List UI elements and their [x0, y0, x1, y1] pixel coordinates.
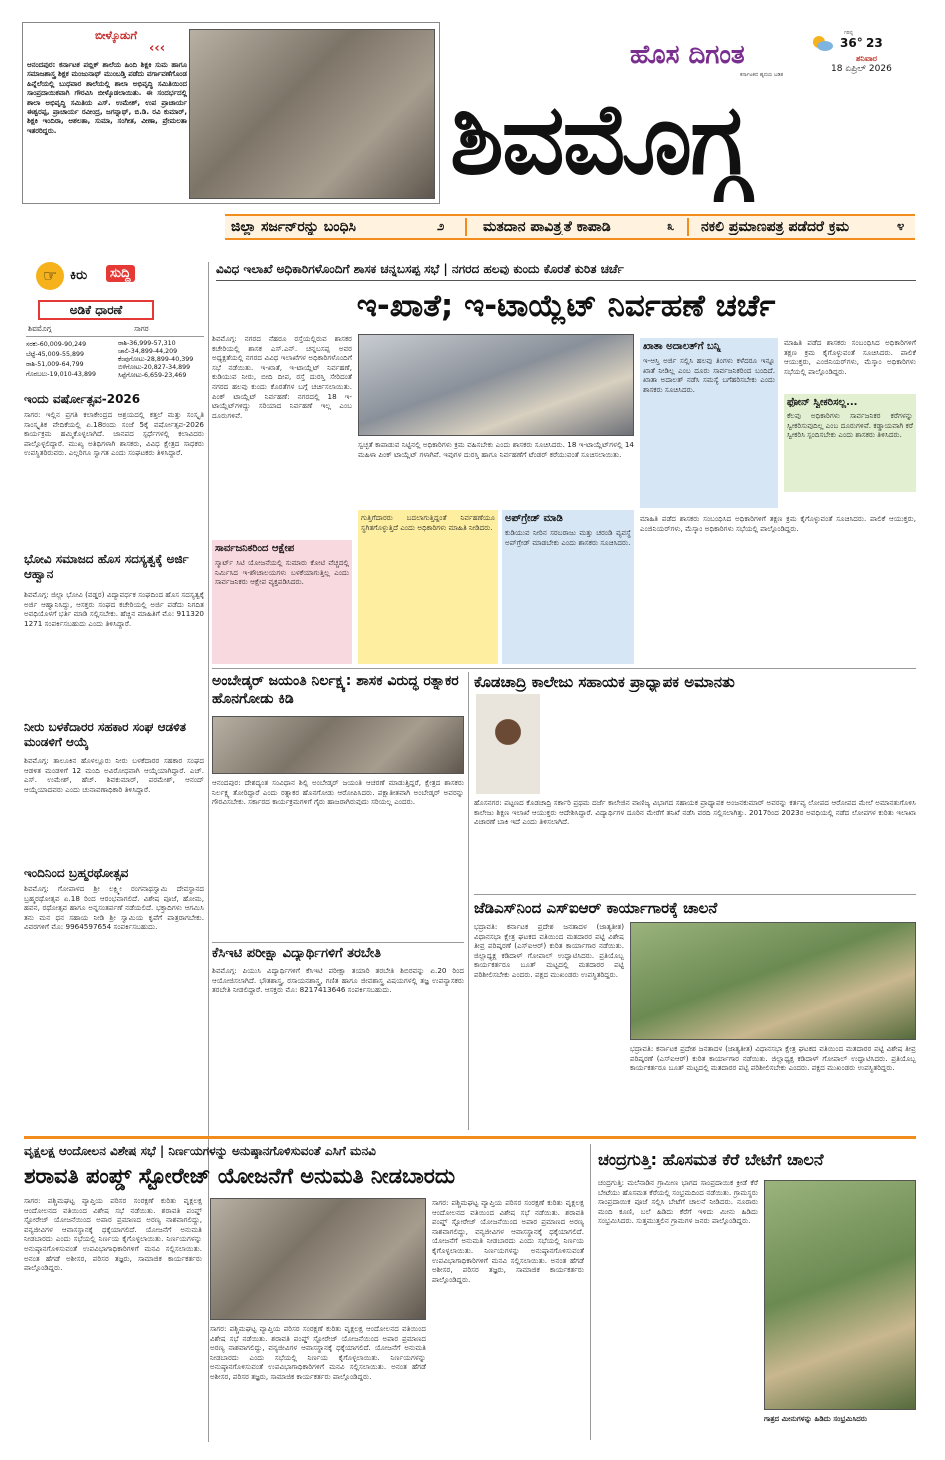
kcet-body: ಶಿವಮೊಗ್ಗ: ಪಿಯುಸಿ ವಿದ್ಯಾರ್ಥಿಗಳಿಗೆ ಕೆಸಿಇಟಿ ಪರೀಕ್ಷಾ ತಯಾರಿ ತರಬೇತಿ ಶಿಬಿರವನ್ನು ಏ.20 ರಿಂದ ಆಯೋಜಿಸಲಾಗಿದೆ. ಭೌತಶಾಸ್ತ್ರ, ರಸಾಯನಶಾಸ್ತ್ರ, ಗಣಿತ ಹಾಗೂ ಜೀವಶಾಸ್ತ್ರ ವಿಷಯಗಳಲ್ಲಿ ತಜ್ಞ ಉಪನ್ಯಾಸಕರು ತರಬೇತಿ ನೀಡಲಿದ್ದಾರೆ. ಆಸಕ್ತರು ಮೊ: 8217413646 ಸಂಪರ್ಕಿಸಬಹುದು.	[212, 966, 464, 995]
sharavathi-photo	[210, 1198, 426, 1320]
chandragutti-headline: ಚಂದ್ರಗುತ್ತಿ: ಹೊಸಮತ ಕೆರೆ ಬೇಟೆಗೆ ಚಾಲನೆ	[598, 1150, 824, 1169]
lead-headline: ಇ-ಖಾತೆ; ಇ-ಟಾಯ್ಲೆಟ್ ನಿರ್ವಹಣೆ ಚರ್ಚೆ	[356, 288, 776, 324]
index-page-3: ೪	[897, 219, 905, 234]
suddi-label: ಸುದ್ದಿ	[106, 265, 135, 282]
divider-orange	[24, 1136, 916, 1139]
kodachadri-photo	[476, 694, 540, 794]
left-story-4-body: ಶಿವಮೊಗ್ಗ: ಗೋಪಾಳದ ಶ್ರೀ ಲಕ್ಷ್ಮೀ ರಂಗನಾಥಸ್ವಾಮಿ ದೇವಸ್ಥಾನದ ಬ್ರಹ್ಮರಥೋತ್ಸವ ಏ.18 ರಿಂದ ಆರಂಭವಾಗಲಿದೆ. ವಿಶೇಷ ಪೂಜೆ, ಹೋಮ, ಹವನ, ರಥೋತ್ಸವ ಹಾಗೂ ಅನ್ನಸಂತರ್ಪಣೆ ನಡೆಯಲಿದೆ. ಭಕ್ತಾದಿಗಳು ಆಗಮಿಸಿ ತನು ಮನ ಧನ ಸಹಾಯ ನೀಡಿ ಶ್ರೀ ಸ್ವಾಮಿಯ ಕೃಪೆಗೆ ಪಾತ್ರರಾಗಬೇಕು. ವಿವರಗಳಿಗೆ ಮೊ: 9964597654 ಸಂಪರ್ಕಿಸಬಹುದು.	[24, 884, 204, 932]
index-item-2[interactable]: ಮತದಾನ ಪಾವಿತ್ರ್ಯತೆ ಕಾಪಾಡಿ	[483, 219, 611, 235]
index-item-1[interactable]: ಜಿಲ್ಲಾ ಸರ್ಜನ್‌ರನ್ನು ಬಂಧಿಸಿ	[231, 219, 356, 235]
index-page-2: ೩	[667, 219, 675, 234]
chandragutti-caption: ಗಾತ್ರದ ಮೀನುಗಳನ್ನು ಹಿಡಿದು ಸಂಭ್ರಮಿಸಿದರು	[764, 1414, 867, 1423]
pink-box-head: ಸಾರ್ವಜನಿಕರಿಂದ ಆಕ್ಷೇಪ	[215, 543, 295, 554]
ambedkar-body: ಆನಂದಪುರ: ದೇಶದ್ಯಂತ ಸಂವಿಧಾನ ಶಿಲ್ಪಿ ಅಂಬೇಡ್ಕರ್ ಜಯಂತಿ ಆಚರಣೆ ಮಾಡುತ್ತಿದ್ದರೆ, ಕ್ಷೇತ್ರದ ಶಾಸಕರು ನಿರ್ಲಕ್ಷ್ಯ ತೋರಿದ್ದಾರೆ ಎಂದು ರತ್ನಾಕರ ಹೊನಗೋಡು ಆರೋಪಿಸಿದರು. ಪಕ್ಷಾತೀತವಾಗಿ ಅಂಬೇಡ್ಕರ್ ಅವರನ್ನು ಗೌರವಿಸಬೇಕು. ಸರ್ಕಾರದ ಕಾರ್ಯಕ್ರಮಗಳಿಗೆ ಗೈರು ಹಾಜರಾಗಿರುವುದು ಸರಿಯಲ್ಲ ಎಂದರು.	[212, 778, 464, 807]
weather-icon	[810, 34, 834, 52]
pink-box-body: ಸ್ಮಾರ್ಟ್ ಸಿಟಿ ಯೋಜನೆಯಲ್ಲಿ ಸುಮಾರು ಕೋಟಿ ವೆಚ್ಚದಲ್ಲಿ ನಿರ್ಮಿಸಿದ ಇ-ಶೌಚಾಲಯಗಳು ಬಳಕೆಯಾಗುತ್ತಿಲ್ಲ ಎಂದು ಸಾರ್ವಜನಿಕರು ಆಕ್ಷೇಪ ವ್ಯಕ್ತಪಡಿಸಿದರು.	[215, 558, 349, 587]
sharavathi-body: ಸಾಗರ: ಪಶ್ಚಿಮಘಟ್ಟ ವ್ಯಾಪ್ತಿಯ ಪರಿಸರ ಸಂರಕ್ಷಣೆ ಕುರಿತು ವೃಕ್ಷಲಕ್ಷ ಆಂದೋಲನದ ವತಿಯಿಂದ ವಿಶೇಷ ಸಭೆ ನಡೆಯಿತು. ಶರಾವತಿ ಪಂಪ್ಡ್ ಸ್ಟೋರೇಜ್ ಯೋಜನೆಯಿಂದ ಅಪಾರ ಪ್ರಮಾಣದ ಅರಣ್ಯ ನಾಶವಾಗಲಿದ್ದು, ವನ್ಯಜೀವಿಗಳ ಆವಾಸಸ್ಥಾನಕ್ಕೆ ಧಕ್ಕೆಯಾಗಲಿದೆ. ಯೋಜನೆಗೆ ಅನುಮತಿ ನೀಡಬಾರದು ಎಂದು ಸಭೆಯಲ್ಲಿ ನಿರ್ಣಯ ಕೈಗೊಳ್ಳಲಾಯಿತು. ನಿರ್ಣಯಗಳನ್ನು ಅನುಷ್ಠಾನಗೊಳಿಸುವಂತೆ ಉಪವಿಭಾಗಾಧಿಕಾರಿಗಳಿಗೆ ಮನವಿ ಸಲ್ಲಿಸಲಾಯಿತು. ಅನಂತ ಹೆಗಡೆ ಅಶೀಸರ, ಪರಿಸರ ತಜ್ಞರು, ಸಾಮಾಜಿಕ ಕಾರ್ಯಕರ್ತರು ಪಾಲ್ಗೊಂಡಿದ್ದರು.	[24, 1196, 202, 1273]
kicker-arrows: ‹‹‹	[149, 41, 166, 56]
top-story-body: ಆನಂದಪುರ: ಕರ್ನಾಟಕ ಪಬ್ಲಿಕ್ ಶಾಲೆಯ ಹಿಂದಿ ಶಿಕ್ಷಕಿ ಸುಮ ಹಾಗೂ ಸಮಾಜಶಾಸ್ತ್ರ ಶಿಕ್ಷಕ ಮಂಜುನಾಥ್ ಮುಂಬಡ್ತಿ ಪಡೆದು ವರ್ಗಾವಣೆಗೊಂಡ ಹಿನ್ನೆಲೆಯಲ್ಲಿ ಬುಧವಾರ ಶಾಲೆಯಲ್ಲಿ ಶಾಲಾ ಅಭಿವೃದ್ಧಿ ಸಮಿತಿಯಿಂದ ಸಾಂಪ್ರದಾಯಿಕವಾಗಿ ಗೌರವಿಸಿ ಬೀಳ್ಕೊಡಲಾಯಿತು. ಈ ಸಂದರ್ಭದಲ್ಲಿ ಶಾಲಾ ಅಭಿವೃದ್ಧಿ ಸಮಿತಿಯ ಎಸ್. ಉಮೇಶ್, ಉಪ ಪ್ರಾಚಾರ್ಯ ಈಶ್ವರಪ್ಪ, ಪ್ರಾಚಾರ್ಯ ರವೀಂದ್ರ, ಜಗನ್ನಾಥ್, ಬಿ.ಡಿ. ರವಿ ಕುಮಾರ್, ಶಿಕ್ಷಕಿ ಇಂದಿರಾ, ಆಶಲತಾ, ಸುಮಾ, ಸಂಗೀತ, ವೀಣಾ, ಪ್ರೇಮಲತಾ ಇತರರಿದ್ದರು.	[27, 61, 187, 135]
upgrade-box	[502, 510, 634, 664]
jds-photo	[630, 922, 916, 1040]
kodachadri-headline: ಕೊಡಚಾದ್ರಿ ಕಾಲೇಜು ಸಹಾಯಕ ಪ್ರಾಧ್ಯಾಪಕ ಅಮಾನತು	[474, 673, 735, 691]
kcet-headline: ಕೆಸಿಇಟಿ ಪರೀಕ್ಷಾ ವಿದ್ಯಾರ್ಥಿಗಳಿಗೆ ತರಬೇತಿ	[212, 946, 381, 961]
market-row: ಕೆಂಪುಗೋಟು-28,899-40,399	[118, 356, 194, 363]
left-story-1-body: ಸಾಗರ: ಇಲ್ಲಿನ ಪ್ರಗತಿ ಕಲಾಕೇಂದ್ರದ ಆಶ್ರಯದಲ್ಲಿ ಕತ್ತಲೆ ಮತ್ತು ಸಂಸ್ಕೃತಿ ಸಾಂಸ್ಕೃತಿಕ ವೇದಿಕೆಯಲ್ಲಿ ಏ.18ರಂದು ಸಂಜೆ 5ಕ್ಕೆ ವರ್ಷೋತ್ಸವ-2026 ಕಾರ್ಯಕ್ರಮ ಹಮ್ಮಿಕೊಳ್ಳಲಾಗಿದೆ. ಜಾನಪದ ಸ್ಪರ್ಧೆಗಳಲ್ಲಿ ಕಲಾವಿದರು ಪಾಲ್ಗೊಳ್ಳಲಿದ್ದಾರೆ. ಮುಖ್ಯ ಅತಿಥಿಗಳಾಗಿ ಶಾಸಕರು, ವಿವಿಧ ಕ್ಷೇತ್ರದ ಸಾಧಕರು ಉಪಸ್ಥಿತರಿರುವರು. ಎಲ್ಲರಿಗೂ ಸ್ವಾಗತ ಎಂದು ಸಂಘಟಕರು ತಿಳಿಸಿದ್ದಾರೆ.	[24, 410, 204, 458]
sharavathi-headline: ಶರಾವತಿ ಪಂಪ್ಡ್ ಸ್ಟೋರೇಜ್ ಯೋಜನೆಗೆ ಅನುಮತಿ ನೀಡಬಾರದು	[24, 1164, 456, 1188]
phone-box	[784, 394, 916, 492]
lead-body-mid: ಸ್ವಚ್ಛತೆ ಕಾಪಾಡುವ ನಿಟ್ಟಿನಲ್ಲಿ ಅಧಿಕಾರಿಗಳು ಕ್ರಮ ವಹಿಸಬೇಕು ಎಂದು ಶಾಸಕರು ಸೂಚಿಸಿದರು. 18 ಇ-ಟಾಯ್ಲೆಟ್‌ಗಳಲ್ಲಿ 14 ಮಹಿಳಾ ಪಿಂಕ್ ಟಾಯ್ಲೆಟ್ ಗಳಾಗಿವೆ. ಇವುಗಳ ದುರಸ್ತಿ ಹಾಗೂ ನಿರ್ವಹಣೆಗೆ ಟೆಂಡರ್ ಕರೆಯುವಂತೆ ಸೂಚಿಸಲಾಯಿತು.	[358, 440, 634, 459]
sharavathi-body-2: ಸಾಗರ: ಪಶ್ಚಿಮಘಟ್ಟ ವ್ಯಾಪ್ತಿಯ ಪರಿಸರ ಸಂರಕ್ಷಣೆ ಕುರಿತು ವೃಕ್ಷಲಕ್ಷ ಆಂದೋಲನದ ವತಿಯಿಂದ ವಿಶೇಷ ಸಭೆ ನಡೆಯಿತು. ಶರಾವತಿ ಪಂಪ್ಡ್ ಸ್ಟೋರೇಜ್ ಯೋಜನೆಯಿಂದ ಅಪಾರ ಪ್ರಮಾಣದ ಅರಣ್ಯ ನಾಶವಾಗಲಿದ್ದು, ವನ್ಯಜೀವಿಗಳ ಆವಾಸಸ್ಥಾನಕ್ಕೆ ಧಕ್ಕೆಯಾಗಲಿದೆ. ಯೋಜನೆಗೆ ಅನುಮತಿ ನೀಡಬಾರದು ಎಂದು ಸಭೆಯಲ್ಲಿ ನಿರ್ಣಯ ಕೈಗೊಳ್ಳಲಾಯಿತು. ನಿರ್ಣಯಗಳನ್ನು ಅನುಷ್ಠಾನಗೊಳಿಸುವಂತೆ ಉಪವಿಭಾಗಾಧಿಕಾರಿಗಳಿಗೆ ಮನವಿ ಸಲ್ಲಿಸಲಾಯಿತು. ಅನಂತ ಹೆಗಡೆ ಅಶೀಸರ, ಪರಿಸರ ತಜ್ಞರು, ಸಾಮಾಜಿಕ ಕಾರ್ಯಕರ್ತರು ಪಾಲ್ಗೊಂಡಿದ್ದರು.	[210, 1324, 426, 1381]
top-story-kicker: ಬೀಳ್ಕೊಡುಗೆ	[95, 29, 137, 42]
jds-body: ಭದ್ರಾವತಿ: ಕರ್ನಾಟಕ ಪ್ರದೇಶ ಜನತಾದಳ (ಜಾತ್ಯತೀತ) ವಿಧಾನಸಭಾ ಕ್ಷೇತ್ರ ಘಟಕದ ವತಿಯಿಂದ ಮತದಾರರ ಪಟ್ಟಿ ವಿಶೇಷ ತೀವ್ರ ಪರಿಷ್ಕರಣೆ (ಎಸ್‌ಐಆರ್) ಕುರಿತ ಕಾರ್ಯಾಗಾರ ನಡೆಯಿತು. ಜಿಲ್ಲಾಧ್ಯಕ್ಷ ಕಡಿದಾಳ್ ಗೋಪಾಲ್ ಉದ್ಘಾಟಿಸಿದರು. ಪ್ರತಿಯೊಬ್ಬ ಕಾರ್ಯಕರ್ತರೂ ಬೂತ್ ಮಟ್ಟದಲ್ಲಿ ಮತದಾರರ ಪಟ್ಟಿ ಪರಿಶೀಲಿಸಬೇಕು ಎಂದರು. ಪಕ್ಷದ ಮುಖಂಡರು ಉಪಸ್ಥಿತರಿದ್ದರು.	[474, 922, 624, 979]
chandragutti-photo	[764, 1180, 916, 1410]
top-story-photo-block	[22, 22, 440, 204]
weekday: ಶನಿವಾರ	[856, 54, 878, 63]
top-story-photo	[189, 29, 435, 199]
left-story-3-head	[24, 720, 204, 750]
kodachadri-body: ಹೊಸನಗರ: ಪಟ್ಟಣದ ಕೊಡಚಾದ್ರಿ ಸರ್ಕಾರಿ ಪ್ರಥಮ ದರ್ಜೆ ಕಾಲೇಜಿನ ವಾಣಿಜ್ಯ ವಿಭಾಗದ ಸಹಾಯಕ ಪ್ರಾಧ್ಯಾಪಕ ಅಂಜನಕುಮಾರ್ ಅವರನ್ನು ಕರ್ತವ್ಯ ಲೋಪದ ಆರೋಪದ ಮೇಲೆ ಅಮಾನತುಗೊಳಿಸಿ ಕಾಲೇಜು ಶಿಕ್ಷಣ ಇಲಾಖೆ ಆಯುಕ್ತರು ಆದೇಶಿಸಿದ್ದಾರೆ. ವಿದ್ಯಾರ್ಥಿಗಳ ದೂರಿನ ಮೇರೆಗೆ ತನಿಖೆ ನಡೆಸಿ ವರದಿ ಸಲ್ಲಿಸಲಾಗಿತ್ತು. 2017ರಿಂದ 2023ರ ಅವಧಿಯಲ್ಲಿ ನಡೆದ ಲೋಪಗಳ ಕುರಿತು ಇಲಾಖಾ ವಿಚಾರಣೆ ಬಾಕಿ ಇದೆ ಎಂದು ತಿಳಿಸಲಾಗಿದೆ.	[474, 798, 916, 827]
market-left-list	[26, 340, 96, 380]
market-row: ಸಿಪ್ಪೆಗೋಟು-6,659-23,469	[118, 372, 187, 379]
paper-logo	[630, 40, 745, 71]
yellow-box	[358, 510, 498, 664]
lead-photo	[358, 334, 634, 436]
jds-body-2: ಭದ್ರಾವತಿ: ಕರ್ನಾಟಕ ಪ್ರದೇಶ ಜನತಾದಳ (ಜಾತ್ಯತೀತ) ವಿಧಾನಸಭಾ ಕ್ಷೇತ್ರ ಘಟಕದ ವತಿಯಿಂದ ಮತದಾರರ ಪಟ್ಟಿ ವಿಶೇಷ ತೀವ್ರ ಪರಿಷ್ಕರಣೆ (ಎಸ್‌ಐಆರ್) ಕುರಿತ ಕಾರ್ಯಾಗಾರ ನಡೆಯಿತು. ಜಿಲ್ಲಾಧ್ಯಕ್ಷ ಕಡಿದಾಳ್ ಗೋಪಾಲ್ ಉದ್ಘಾಟಿಸಿದರು. ಪ್ರತಿಯೊಬ್ಬ ಕಾರ್ಯಕರ್ತರೂ ಬೂತ್ ಮಟ್ಟದಲ್ಲಿ ಮತದಾರರ ಪಟ್ಟಿ ಪರಿಶೀಲಿಸಬೇಕು ಎಂದರು. ಪಕ್ಷದ ಮುಖಂಡರು ಉಪಸ್ಥಿತರಿದ್ದರು.	[630, 1044, 916, 1073]
hand-icon: ☞	[36, 262, 64, 290]
edition-title: ಶಿವಮೊಗ್ಗ	[450, 83, 747, 197]
lead-body-right: ಮಾಹಿತಿ ಪಡೆದ ಶಾಸಕರು ಸಂಬಂಧಿಸಿದ ಅಧಿಕಾರಿಗಳಿಗೆ ತಕ್ಷಣ ಕ್ರಮ ಕೈಗೊಳ್ಳುವಂತೆ ಸೂಚಿಸಿದರು. ಪಾಲಿಕೆ ಆಯುಕ್ತರು, ಎಂಜಿನಿಯರ್‌ಗಳು, ಮೆಸ್ಕಾಂ ಅಧಿಕಾರಿಗಳು ಸಭೆಯಲ್ಲಿ ಪಾಲ್ಗೊಂಡಿದ್ದರು.	[784, 338, 916, 376]
paper-name: ಹೊಸ ದಿಗಂತ	[630, 40, 745, 70]
pink-box	[212, 540, 352, 664]
kiru-label: ಕಿರು	[70, 268, 88, 283]
market-row: ರಾಶಿ-51,009-64,799	[26, 361, 84, 368]
weather-low: 23	[866, 36, 883, 50]
market-city-left: ಶಿವಮೊಗ್ಗ	[28, 324, 52, 333]
ambedkar-headline-text: ಅಂಬೇಡ್ಕರ್ ಜಯಂತಿ ನಿರ್ಲಕ್ಷ್ಯ: ಶಾಸಕ ವಿರುದ್ಧ ರತ್ನಾಕರ ಹೊನಗೋಡು ಕಿಡಿ	[212, 673, 459, 707]
phone-box-head: ಫೋನ್ ಸ್ವೀಕರಿಸಲ್ಲ...	[787, 397, 858, 408]
paper-tagline: ಕರ್ನಾಟಕದ ಹೃದಯ ಬಡಿತ	[740, 72, 784, 78]
kiru-suddi-logo	[36, 262, 160, 292]
left-story-3-body: ಶಿವಮೊಗ್ಗ: ತಾಲೂಕಿನ ಹೊಳಲ್ಲೂರು ನೀರು ಬಳಕೆದಾರರ ಸಹಕಾರ ಸಂಘದ ಆಡಳಿತ ಮಂಡಳಿಗೆ 12 ಮಂದಿ ಅವಿರೋಧವಾಗಿ ಆಯ್ಕೆಯಾಗಿದ್ದಾರೆ. ಎಚ್. ಎಸ್. ಉಮೇಶ್, ಹೆಚ್. ಶಿವಕುಮಾರ್, ಪರಮೇಶ್, ಆನಂದ್ ಆಯ್ಕೆಯಾದವರು ಎಂದು ಚುನಾವಣಾಧಿಕಾರಿ ತಿಳಿಸಿದ್ದಾರೆ.	[24, 756, 204, 794]
market-row: ರಾಶಿ-36,999-57,310	[118, 340, 176, 347]
weather-label: ಗರಿಷ್ಠ	[844, 30, 853, 36]
yellow-box-body: ಗುತ್ತಿಗೆದಾರರು ಬದಲಾಗುತ್ತಿದ್ದಂತೆ ನಿರ್ವಹಣೆಯೂ ಸ್ಥಗಿತಗೊಳ್ಳುತ್ತಿದೆ ಎಂದು ಅಧಿಕಾರಿಗಳು ಮಾಹಿತಿ ನೀಡಿದರು.	[361, 513, 495, 532]
left-story-1-head: ಇಂದು ವರ್ಷೋತ್ಸವ-2026	[24, 392, 141, 406]
ambedkar-headline	[212, 672, 464, 708]
ambedkar-photo	[212, 716, 464, 774]
side-box-adalat	[640, 338, 778, 508]
left-story-3-head-text: ನೀರು ಬಳಕೆದಾರರ ಸಹಕಾರ ಸಂಘ ಆಡಳಿತ ಮಂಡಳಿಗೆ ಆಯ್ಕೆ	[24, 720, 187, 749]
lead-body-right-2: ಮಾಹಿತಿ ಪಡೆದ ಶಾಸಕರು ಸಂಬಂಧಿಸಿದ ಅಧಿಕಾರಿಗಳಿಗೆ ತಕ್ಷಣ ಕ್ರಮ ಕೈಗೊಳ್ಳುವಂತೆ ಸೂಚಿಸಿದರು. ಪಾಲಿಕೆ ಆಯುಕ್ತರು, ಎಂಜಿನಿಯರ್‌ಗಳು, ಮೆಸ್ಕಾಂ ಅಧಿಕಾರಿಗಳು ಸಭೆಯಲ್ಲಿ ಪಾಲ್ಗೊಂಡಿದ್ದರು.	[640, 514, 916, 533]
lead-body-left: ಶಿವಮೊಗ್ಗ: ನಗರದ ನೆಹರೂ ರಸ್ತೆಯಲ್ಲಿರುವ ಶಾಸಕರ ಕಚೇರಿಯಲ್ಲಿ ಶಾಸಕ ಎಸ್.ಎನ್. ಚನ್ನಬಸಪ್ಪ ಅವರ ಅಧ್ಯಕ್ಷತೆಯಲ್ಲಿ ನಗರದ ವಿವಿಧ ಇಲಾಖೆಗಳ ಅಧಿಕಾರಿಗಳೊಂದಿಗೆ ಸಭೆ ನಡೆಯಿತು. ಇ-ಖಾತೆ, ಇ-ಟಾಯ್ಲೆಟ್ ನಿರ್ವಹಣೆ, ಕುಡಿಯುವ ನೀರು, ಬೀದಿ ದೀಪ, ರಸ್ತೆ ದುರಸ್ತಿ ಸೇರಿದಂತೆ ನಗರದ ಹಲವು ಕುಂದು ಕೊರತೆಗಳ ಬಗ್ಗೆ ಚರ್ಚಿಸಲಾಯಿತು. ಪಿಂಕ್ ಟಾಯ್ಲೆಟ್ ನಿರ್ವಹಣೆ: ನಗರದಲ್ಲಿ 18 ಇ-ಟಾಯ್ಲೆಟ್‌ಗಳಿದ್ದು ಸರಿಯಾದ ನಿರ್ವಹಣೆ ಇಲ್ಲ ಎಂಬ ದೂರುಗಳಿವೆ.	[212, 334, 352, 420]
index-strip	[225, 214, 915, 240]
market-right-list	[118, 340, 193, 380]
arecanut-market-box	[24, 298, 204, 386]
sharavathi-body-3: ಸಾಗರ: ಪಶ್ಚಿಮಘಟ್ಟ ವ್ಯಾಪ್ತಿಯ ಪರಿಸರ ಸಂರಕ್ಷಣೆ ಕುರಿತು ವೃಕ್ಷಲಕ್ಷ ಆಂದೋಲನದ ವತಿಯಿಂದ ವಿಶೇಷ ಸಭೆ ನಡೆಯಿತು. ಶರಾವತಿ ಪಂಪ್ಡ್ ಸ್ಟೋರೇಜ್ ಯೋಜನೆಯಿಂದ ಅಪಾರ ಪ್ರಮಾಣದ ಅರಣ್ಯ ನಾಶವಾಗಲಿದ್ದು, ವನ್ಯಜೀವಿಗಳ ಆವಾಸಸ್ಥಾನಕ್ಕೆ ಧಕ್ಕೆಯಾಗಲಿದೆ. ಯೋಜನೆಗೆ ಅನುಮತಿ ನೀಡಬಾರದು ಎಂದು ಸಭೆಯಲ್ಲಿ ನಿರ್ಣಯ ಕೈಗೊಳ್ಳಲಾಯಿತು. ನಿರ್ಣಯಗಳನ್ನು ಅನುಷ್ಠಾನಗೊಳಿಸುವಂತೆ ಉಪವಿಭಾಗಾಧಿಕಾರಿಗಳಿಗೆ ಮನವಿ ಸಲ್ಲಿಸಲಾಯಿತು. ಅನಂತ ಹೆಗಡೆ ಅಶೀಸರ, ಪರಿಸರ ತಜ್ಞರು, ಸಾಮಾಜಿಕ ಕಾರ್ಯಕರ್ತರು ಪಾಲ್ಗೊಂಡಿದ್ದರು.	[432, 1198, 584, 1284]
market-title: ಅಡಿಕೆ ಧಾರಣೆ	[38, 300, 154, 320]
index-page-1: ೨	[437, 219, 445, 234]
left-story-4-head: ಇಂದಿನಿಂದ ಬ್ರಹ್ಮರಥೋತ್ಸವ	[24, 866, 129, 880]
index-item-3[interactable]: ನಕಲಿ ಪ್ರಮಾಣಪತ್ರ ಪಡೆದರೆ ಕ್ರಮ	[701, 219, 850, 235]
left-story-2-head	[24, 552, 204, 582]
side-box-adalat-head: ಖಾತಾ ಅದಾಲತ್‌ಗೆ ಬನ್ನಿ	[643, 341, 721, 352]
jds-headline: ಜೆಡಿಎಸ್‌ನಿಂದ ಎಸ್‌ಐಆರ್ ಕಾರ್ಯಾಗಾರಕ್ಕೆ ಚಾಲನೆ	[474, 899, 718, 917]
market-row: ಬೆಟ್ಟೆ-45,009-55,899	[26, 351, 84, 358]
chandragutti-body: ಚಂದ್ರಗುತ್ತಿ: ಮಲೆನಾಡಿನ ಗ್ರಾಮೀಣ ಭಾಗದ ಸಾಂಪ್ರದಾಯಿಕ ಕ್ರೀಡೆ ಕೆರೆ ಬೇಟೆಯು ಹೊಸಮತ ಕೆರೆಯಲ್ಲಿ ಸಂಭ್ರಮದಿಂದ ನಡೆಯಿತು. ಗ್ರಾಮಸ್ಥರು ಸಾಂಪ್ರದಾಯಿಕ ಪೂಜೆ ಸಲ್ಲಿಸಿ ಬೇಟೆಗೆ ಚಾಲನೆ ನೀಡಿದರು. ನೂರಾರು ಮಂದಿ ಕೂಣಿ, ಬಲೆ ಹಿಡಿದು ಕೆರೆಗೆ ಇಳಿದು ಮೀನು ಹಿಡಿದು ಸಂಭ್ರಮಿಸಿದರು. ಸುತ್ತಮುತ್ತಲಿನ ಗ್ರಾಮಗಳ ಜನರು ಪಾಲ್ಗೊಂಡಿದ್ದರು.	[598, 1178, 758, 1226]
market-row: ಬಿಳೆಗೋಟು-20,827-34,899	[118, 364, 191, 371]
weather-high: 36°	[840, 36, 863, 50]
market-row: ಚಾಲಿ-34,899-44,209	[118, 348, 178, 355]
left-story-2-head-text: ಭೋವಿ ಸಮಾಜದ ಹೊಸ ಸದಸ್ಯತ್ವಕ್ಕೆ ಅರ್ಜಿ ಆಹ್ವಾನ	[24, 552, 189, 581]
phone-box-body: ಕೆಲವು ಅಧಿಕಾರಿಗಳು ಸಾರ್ವಜನಿಕರ ಕರೆಗಳನ್ನು ಸ್ವೀಕರಿಸುವುದಿಲ್ಲ ಎಂಬ ದೂರುಗಳಿವೆ. ಕಡ್ಡಾಯವಾಗಿ ಕರೆ ಸ್ವೀಕರಿಸಿ ಸ್ಪಂದಿಸಬೇಕು ಎಂದು ಶಾಸಕರು ತಿಳಿಸಿದರು.	[787, 411, 913, 440]
issue-date: 18 ಏಪ್ರಿಲ್ 2026	[831, 64, 892, 74]
market-row: ಗೊರಬಲು-19,010-43,899	[26, 371, 96, 378]
sharavathi-kicker: ವೃಕ್ಷಲಕ್ಷ ಆಂದೋಲನ ವಿಶೇಷ ಸಭೆ | ನಿರ್ಣಯಗಳನ್ನು ಅನುಷ್ಠಾನಗೊಳಿಸುವಂತೆ ಎಸಿಗೆ ಮನವಿ	[24, 1144, 376, 1158]
side-box-adalat-body: ಇ-ಆಸ್ತಿ ಅರ್ಜಿ ಸಲ್ಲಿಸಿ ಹಲವು ತಿಂಗಳು ಕಳೆದರೂ ಇನ್ನೂ ಖಾತೆ ನೀಡಿಲ್ಲ ಎಂಬ ದೂರು ಸಾರ್ವಜನಿಕರಿಂದ ಬಂದಿದೆ. ಖಾತಾ ಅದಾಲತ್ ನಡೆಸಿ ಸಮಸ್ಯೆ ಬಗೆಹರಿಸಬೇಕು ಎಂದು ಶಾಸಕರು ಸೂಚಿಸಿದರು.	[643, 356, 775, 394]
lead-kicker: ವಿವಿಧ ಇಲಾಖೆ ಅಧಿಕಾರಿಗಳೊಂದಿಗೆ ಶಾಸಕ ಚನ್ನಬಸಪ್ಪ ಸಭೆ | ನಗರದ ಹಲವು ಕುಂದು ಕೊರತೆ ಕುರಿತ ಚರ್ಚೆ	[216, 262, 624, 276]
left-story-2-body: ಶಿವಮೊಗ್ಗ: ಜಿಲ್ಲಾ ಭೋವಿ (ವಡ್ಡರ) ವಿದ್ಯಾವರ್ಧಕ ಸಂಘದಿಂದ ಹೊಸ ಸದಸ್ಯತ್ವಕ್ಕೆ ಅರ್ಜಿ ಆಹ್ವಾನಿಸಿದ್ದು, ಆಸಕ್ತರು ಸಂಘದ ಕಚೇರಿಯಲ್ಲಿ ಅರ್ಜಿ ಪಡೆದು ನಿಗದಿತ ಅವಧಿಯೊಳಗೆ ಭರ್ತಿ ಮಾಡಿ ಸಲ್ಲಿಸಬೇಕು. ಹೆಚ್ಚಿನ ಮಾಹಿತಿಗೆ ಮೊ: 911320 1271 ಸಂಪರ್ಕಿಸಬಹುದು ಎಂದು ತಿಳಿಸಿದ್ದಾರೆ.	[24, 590, 204, 628]
market-row: ಸರಕು-60,009-90,249	[26, 341, 87, 348]
market-city-right: ಸಾಗರ	[134, 324, 149, 333]
upgrade-box-body: ಕುಡಿಯುವ ನೀರಿನ ಸರಬರಾಜು ಮತ್ತು ಚರಂಡಿ ವ್ಯವಸ್ಥೆ ಅಪ್‌ಗ್ರೇಡ್ ಮಾಡಬೇಕು ಎಂದು ಶಾಸಕರು ಸೂಚಿಸಿದರು.	[505, 528, 631, 547]
upgrade-box-head: ಅಪ್‌ಗ್ರೇಡ್ ಮಾಡಿ	[505, 513, 563, 524]
